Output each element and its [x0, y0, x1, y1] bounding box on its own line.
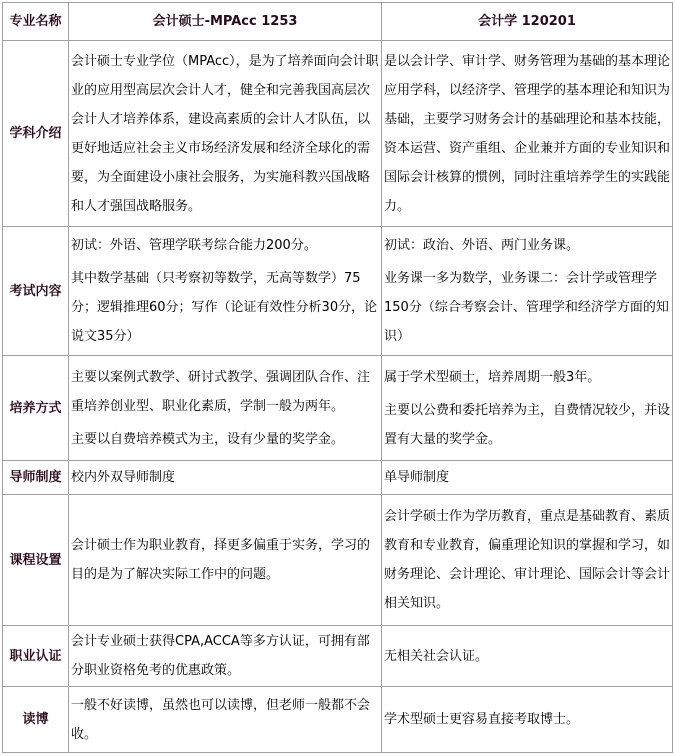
- row-label: 课程设置: [3, 495, 69, 626]
- cell-text: 初试：政治、外语、两门业务课。: [384, 238, 580, 253]
- row-label: 考试内容: [3, 227, 69, 356]
- table-row: [3, 41, 673, 227]
- table-row: [3, 626, 673, 687]
- cell-text: 会计硕士作为职业教育，择更多偏重于实务，学习的目的是为了解决实际工作中的问题。: [71, 538, 371, 582]
- cell-text: 是以会计学、审计学、财务管理为基础的基本理论应用学科，以经济学、管理学的基本理论和知识为基础，主要学习财务会计的基础理论和基本技能，资本运营、资产重组、企业兼并方面的专业知识和国际会计核算的惯例，同时注重培养学生的实践能力。: [384, 53, 671, 214]
- cell-text: 主要以公费和委托培养为主，自费情况较少，并设置有大量的奖学金。: [384, 402, 671, 447]
- cell-text: 其中数学基础（只考察初等数学，无高等数学）75分；逻辑推理60分；写作（论证有效性分析30分，论说文35分）: [71, 271, 378, 344]
- table-row: [3, 687, 673, 753]
- cell-text: 会计专业硕士获得CPA,ACCA等多方认证，可拥有部分职业资格免考的优惠政策。: [71, 634, 370, 678]
- cell-mpacc: [69, 495, 382, 626]
- row-label: 导师制度: [3, 461, 69, 495]
- cell-mpacc: [69, 626, 382, 687]
- cell-mpacc: [69, 687, 382, 753]
- cell-text: 主要以案例式教学、研讨式教学、强调团队合作、注重培养创业型、职业化素质，学制一般为两年。: [71, 369, 371, 414]
- table-row: [3, 356, 673, 461]
- cell-mpacc: [69, 356, 382, 461]
- header-accounting: 会计学 120201: [382, 3, 673, 41]
- table-row: [3, 227, 673, 356]
- row-label: 培养方式: [3, 356, 69, 461]
- cell-mpacc: [69, 227, 382, 356]
- cell-mpacc: [69, 461, 382, 495]
- cell-accounting: [382, 687, 673, 753]
- row-label: 学科介绍: [3, 41, 69, 227]
- cell-text: 会计硕士专业学位（MPAcc），是为了培养面向会计职业的应用型高层次会计人才，健全和完善我国高层次会计人才培养体系，建设高素质的会计人才队伍，以更好地适应社会主义市场经济发展和经济全球化的需要，为全面建设小康社会服务，为实施科教兴国战略和人才强国战略服务。: [71, 53, 379, 214]
- cell-accounting: [382, 227, 673, 356]
- cell-accounting: [382, 626, 673, 687]
- cell-text: 业务课一多为数学，业务课二：会计学或管理学150分（综合考察会计、管理学和经济学方面的知识）: [384, 271, 669, 344]
- cell-accounting: [382, 461, 673, 495]
- comparison-table: [2, 2, 673, 753]
- cell-accounting: [382, 356, 673, 461]
- cell-accounting: [382, 41, 673, 227]
- row-label: 读博: [3, 687, 69, 753]
- cell-text: 初试：外语、管理学联考综合能力200分。: [71, 238, 317, 253]
- header-mpacc: 会计硕士-MPAcc 1253: [69, 3, 382, 41]
- cell-text: 无相关社会认证。: [384, 648, 489, 664]
- cell-text: 主要以自费培养模式为主，设有少量的奖学金。: [71, 431, 345, 447]
- cell-mpacc: [69, 41, 382, 227]
- header-row: [3, 3, 673, 41]
- cell-text: 会计学硕士作为学历教育，重点是基础教育、素质教育和专业教育，偏重理论知识的掌握和学习，如财务理论、会计理论、审计理论、国际会计等会计相关知识。: [384, 509, 671, 611]
- cell-text: 校内外双导师制度: [71, 470, 176, 485]
- cell-text: 一般不好读博，虽然也可以读博，但老师一般都不会收。: [71, 697, 371, 742]
- row-label: 职业认证: [3, 626, 69, 687]
- cell-accounting: [382, 495, 673, 626]
- cell-text: 属于学术型硕士，培养周期一般3年。: [384, 369, 601, 385]
- cell-text: 学术型硕士更容易直接考取博士。: [384, 712, 580, 727]
- header-label: 专业名称: [3, 3, 69, 41]
- table-row: [3, 461, 673, 495]
- table-row: [3, 495, 673, 626]
- cell-text: 单导师制度: [384, 470, 450, 485]
